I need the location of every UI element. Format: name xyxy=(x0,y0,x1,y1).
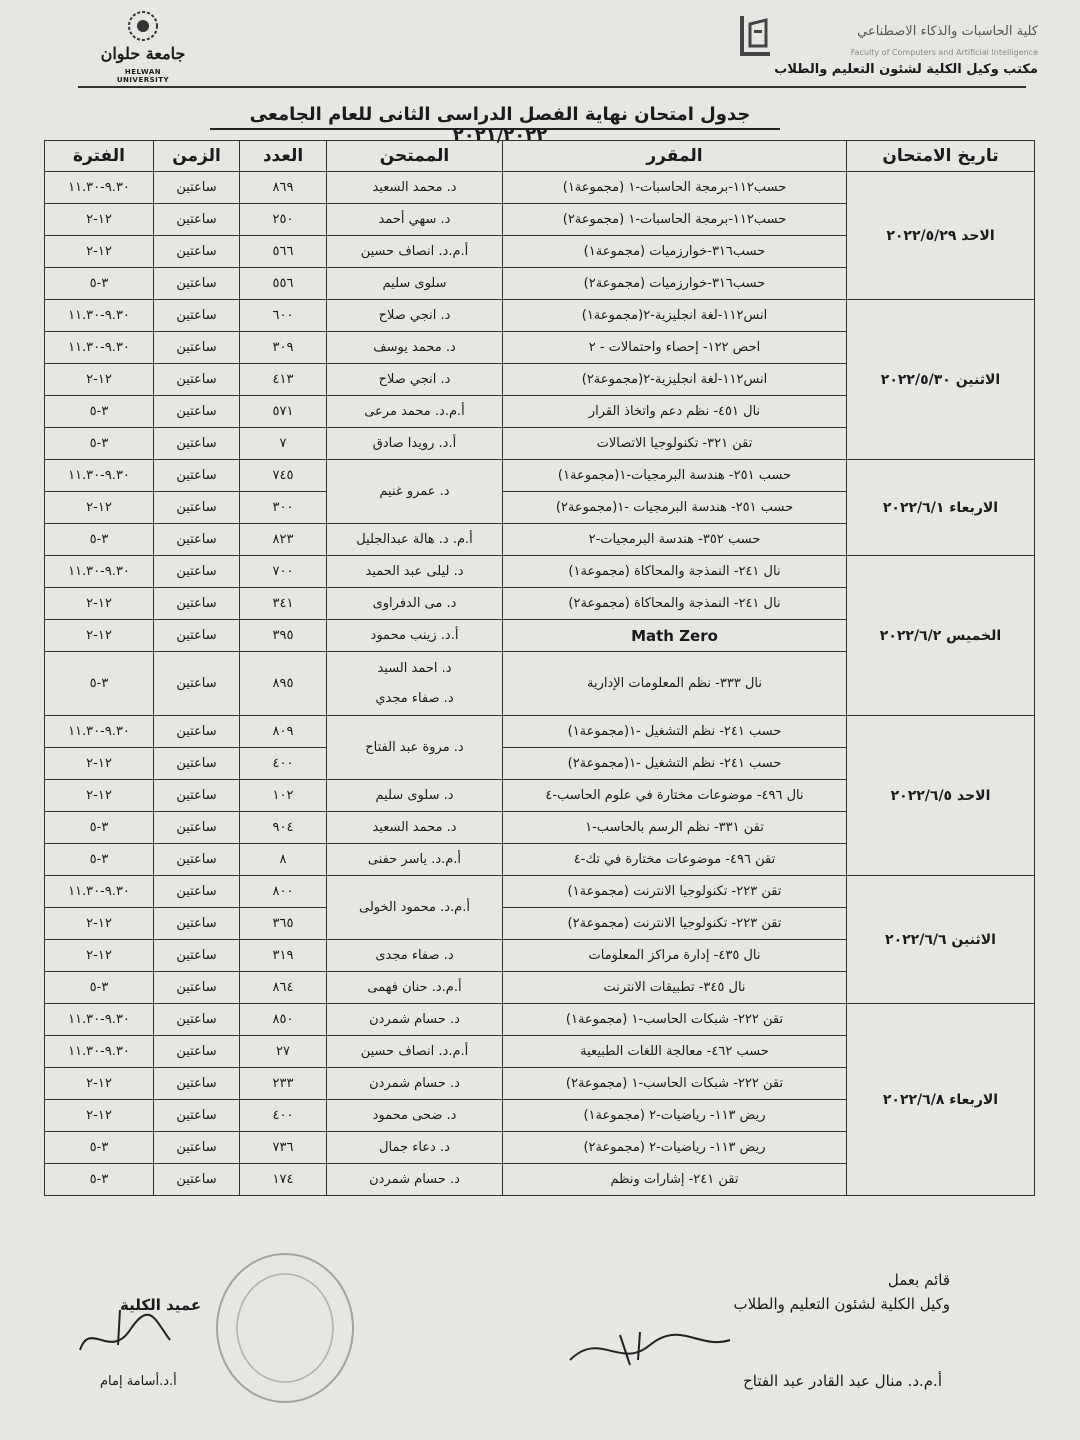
exam-date-cell: الاربعاء ٢٠٢٢/٦/١ xyxy=(847,460,1035,556)
course-cell: انس١١٢-لغة انجليزية-٢(مجموعة٢) xyxy=(503,364,847,396)
course-cell: حسب ٢٥١- هندسة البرمجيات-١(مجموعة١) xyxy=(503,460,847,492)
table-row xyxy=(45,172,1035,204)
examiner-cell: أ.د. رويدا صادق xyxy=(327,428,503,460)
course-cell: نال ٤٩٦- موضوعات مختارة في علوم الحاسب-٤ xyxy=(503,780,847,812)
course-cell: تقن ٢٢٢- شبكات الحاسب-١ (مجموعة٢) xyxy=(503,1068,847,1100)
course-cell: تقن ٣٢١- تكنولوجيا الاتصالات xyxy=(503,428,847,460)
course-cell: تقن ٢٢٣- تكنولوجيا الانترنت (مجموعة١) xyxy=(503,876,847,908)
count-cell: ٨٩٥ xyxy=(240,652,327,716)
exam-date-cell: الاحد ٢٠٢٢/٦/٥ xyxy=(847,716,1035,876)
examiner-cell: أ.م. د. هالة عبدالجليل xyxy=(327,524,503,556)
count-cell: ٣٠٠ xyxy=(240,492,327,524)
university-name-en: HELWAN UNIVERSITY xyxy=(116,68,170,84)
count-cell: ٨٢٣ xyxy=(240,524,327,556)
vice-dean-name: أ.م.د. منال عبد القادر عبد الفتاح xyxy=(743,1372,942,1390)
examiner-name: د. احمد السيد xyxy=(377,660,452,676)
examiner-cell: د. صفاء مجدى xyxy=(327,940,503,972)
count-cell: ٨٠٠ xyxy=(240,876,327,908)
period-cell: ٣-٥ xyxy=(45,396,154,428)
duration-cell: ساعتين xyxy=(154,876,240,908)
duration-cell: ساعتين xyxy=(154,780,240,812)
examiner-cell: أ.م.د. ياسر حفنى xyxy=(327,844,503,876)
column-header: الفترة xyxy=(45,141,154,172)
examiner-cell: أ.م.د. محمد مرعى xyxy=(327,396,503,428)
course-cell: ريض ١١٣- رياضيات-٢ (مجموعة٢) xyxy=(503,1132,847,1164)
examiner-cell: أ.م.د. محمود الخولى xyxy=(327,876,503,940)
count-cell: ١٧٤ xyxy=(240,1164,327,1196)
count-cell: ٣١٩ xyxy=(240,940,327,972)
dean-title: عميد الكلية xyxy=(120,1296,202,1314)
examiner-cell: د. سهي أحمد xyxy=(327,204,503,236)
duration-cell: ساعتين xyxy=(154,172,240,204)
table-row xyxy=(45,300,1035,332)
period-cell: ٩.٣٠-١١.٣٠ xyxy=(45,556,154,588)
table-row xyxy=(45,876,1035,908)
period-cell: ١٢-٢ xyxy=(45,940,154,972)
duration-cell: ساعتين xyxy=(154,332,240,364)
duration-cell: ساعتين xyxy=(154,396,240,428)
count-cell: ٤٠٠ xyxy=(240,748,327,780)
duration-cell: ساعتين xyxy=(154,1164,240,1196)
duration-cell: ساعتين xyxy=(154,428,240,460)
count-cell: ٣٩٥ xyxy=(240,620,327,652)
duration-cell: ساعتين xyxy=(154,844,240,876)
duration-cell: ساعتين xyxy=(154,716,240,748)
examiner-cell: أ.م.د. انصاف حسين xyxy=(327,1036,503,1068)
duration-cell: ساعتين xyxy=(154,908,240,940)
examiner-cell: د. عمرو غنيم xyxy=(327,460,503,524)
course-cell: تقن ٤٩٦- موضوعات مختارة في تك-٤ xyxy=(503,844,847,876)
duration-cell: ساعتين xyxy=(154,1100,240,1132)
course-cell: نال ٢٤١- النمذجة والمحاكاة (مجموعة٢) xyxy=(503,588,847,620)
period-cell: ٩.٣٠-١١.٣٠ xyxy=(45,1036,154,1068)
examiner-cell: د. مروة عبد الفتاح xyxy=(327,716,503,780)
course-cell: نال ٤٣٥- إدارة مراكز المعلومات xyxy=(503,940,847,972)
examiner-cell: أ.م.د. انصاف حسين xyxy=(327,236,503,268)
course-cell: حسب٣١٦-خوارزميات (مجموعة١) xyxy=(503,236,847,268)
examiner-cell: د. انجي صلاح xyxy=(327,364,503,396)
duration-cell: ساعتين xyxy=(154,1132,240,1164)
course-cell: انس١١٢-لغة انجليزية-٢(مجموعة١) xyxy=(503,300,847,332)
examiner-cell: أ.م.د. حنان فهمى xyxy=(327,972,503,1004)
vice-dean-signature xyxy=(560,1320,740,1380)
examiner-cell: د. حسام شمردن xyxy=(327,1004,503,1036)
period-cell: ٣-٥ xyxy=(45,652,154,716)
count-cell: ٥٦٦ xyxy=(240,236,327,268)
table-header-row xyxy=(45,141,1035,172)
period-cell: ٣-٥ xyxy=(45,812,154,844)
examiner-cell: د. ضحى محمود xyxy=(327,1100,503,1132)
course-cell: ريض ١١٣- رياضيات-٢ (مجموعة١) xyxy=(503,1100,847,1132)
examiner-cell: د. مى الدفراوى xyxy=(327,588,503,620)
exam-date-cell: الاحد ٢٠٢٢/٥/٢٩ xyxy=(847,172,1035,300)
count-cell: ٦٠٠ xyxy=(240,300,327,332)
course-cell: نال ٣٣٣- نظم المعلومات الإدارية xyxy=(503,652,847,716)
period-cell: ٩.٣٠-١١.٣٠ xyxy=(45,460,154,492)
count-cell: ٣٤١ xyxy=(240,588,327,620)
duration-cell: ساعتين xyxy=(154,972,240,1004)
examiner-cell: سلوى سليم xyxy=(327,268,503,300)
exam-date-cell: الاثنين ٢٠٢٢/٥/٣٠ xyxy=(847,300,1035,460)
count-cell: ٨٦٤ xyxy=(240,972,327,1004)
vice-dean-block xyxy=(734,1268,950,1316)
period-cell: ٣-٥ xyxy=(45,1164,154,1196)
column-header: الزمن xyxy=(154,141,240,172)
duration-cell: ساعتين xyxy=(154,940,240,972)
duration-cell: ساعتين xyxy=(154,1036,240,1068)
duration-cell: ساعتين xyxy=(154,300,240,332)
faculty-name-en: Faculty of Computers and Artificial Intelligence xyxy=(850,48,1038,57)
course-cell: حسب٣١٦-خوارزميات (مجموعة٢) xyxy=(503,268,847,300)
count-cell: ٢٥٠ xyxy=(240,204,327,236)
official-stamp xyxy=(210,1248,360,1408)
duration-cell: ساعتين xyxy=(154,364,240,396)
period-cell: ٩.٣٠-١١.٣٠ xyxy=(45,1004,154,1036)
course-cell: حسب ٤٦٢- معالجة اللغات الطبيعية xyxy=(503,1036,847,1068)
course-cell: حسب١١٢-برمجة الحاسبات-١ (مجموعة١) xyxy=(503,172,847,204)
period-cell: ٩.٣٠-١١.٣٠ xyxy=(45,172,154,204)
course-cell: نال ٣٤٥- تطبيقات الانترنت xyxy=(503,972,847,1004)
table-row xyxy=(45,460,1035,492)
dean-signature xyxy=(60,1300,180,1370)
column-header: المقرر xyxy=(503,141,847,172)
course-cell: حسب ٢٤١- نظم التشغيل -١(مجموعة٢) xyxy=(503,748,847,780)
table-row xyxy=(45,556,1035,588)
period-cell: ١٢-٢ xyxy=(45,588,154,620)
period-cell: ١٢-٢ xyxy=(45,620,154,652)
count-cell: ٣٦٥ xyxy=(240,908,327,940)
course-cell: احص ١٢٢- إحصاء واحتمالات - ٢ xyxy=(503,332,847,364)
count-cell: ٢٧ xyxy=(240,1036,327,1068)
duration-cell: ساعتين xyxy=(154,1004,240,1036)
course-cell: نال ٤٥١- نظم دعم واتخاذ القرار xyxy=(503,396,847,428)
exam-date-cell: الاثنين ٢٠٢٢/٦/٦ xyxy=(847,876,1035,1004)
duration-cell: ساعتين xyxy=(154,492,240,524)
header-divider xyxy=(78,86,1026,88)
period-cell: ١٢-٢ xyxy=(45,236,154,268)
course-cell: Math Zero xyxy=(503,620,847,652)
count-cell: ٢٣٣ xyxy=(240,1068,327,1100)
examiner-cell: د. محمد السعيد xyxy=(327,812,503,844)
vice-dean-title: وكيل الكلية لشئون التعليم والطلاب xyxy=(733,1295,950,1313)
count-cell: ٤١٣ xyxy=(240,364,327,396)
examiner-cell: د. دعاء جمال xyxy=(327,1132,503,1164)
column-header: العدد xyxy=(240,141,327,172)
period-cell: ١٢-٢ xyxy=(45,908,154,940)
course-cell: حسب١١٢-برمجة الحاسبات-١ (مجموعة٢) xyxy=(503,204,847,236)
course-cell: حسب ٢٤١- نظم التشغيل -١(مجموعة١) xyxy=(503,716,847,748)
period-cell: ١٢-٢ xyxy=(45,780,154,812)
duration-cell: ساعتين xyxy=(154,460,240,492)
count-cell: ٨٠٩ xyxy=(240,716,327,748)
period-cell: ١٢-٢ xyxy=(45,492,154,524)
duration-cell: ساعتين xyxy=(154,652,240,716)
duration-cell: ساعتين xyxy=(154,1068,240,1100)
exam-date-cell: الخميس ٢٠٢٢/٦/٢ xyxy=(847,556,1035,716)
count-cell: ٥٧١ xyxy=(240,396,327,428)
examiner-cell: د. ليلى عبد الحميد xyxy=(327,556,503,588)
table-row xyxy=(45,1004,1035,1036)
exam-date-cell: الاربعاء ٢٠٢٢/٦/٨ xyxy=(847,1004,1035,1196)
count-cell: ٩٠٤ xyxy=(240,812,327,844)
examiner-cell: د. محمد يوسف xyxy=(327,332,503,364)
period-cell: ٣-٥ xyxy=(45,428,154,460)
count-cell: ٨٦٩ xyxy=(240,172,327,204)
duration-cell: ساعتين xyxy=(154,812,240,844)
duration-cell: ساعتين xyxy=(154,204,240,236)
examiner-cell: د. حسام شمردن xyxy=(327,1068,503,1100)
acting-label: قائم بعمل xyxy=(887,1271,950,1289)
duration-cell: ساعتين xyxy=(154,588,240,620)
examiner-cell xyxy=(327,652,503,716)
examiner-cell: د. محمد السعيد xyxy=(327,172,503,204)
count-cell: ٨ xyxy=(240,844,327,876)
period-cell: ٣-٥ xyxy=(45,972,154,1004)
count-cell: ٥٥٦ xyxy=(240,268,327,300)
period-cell: ٩.٣٠-١١.٣٠ xyxy=(45,300,154,332)
count-cell: ١٠٢ xyxy=(240,780,327,812)
period-cell: ٣-٥ xyxy=(45,1132,154,1164)
course-cell: حسب ٢٥١- هندسة البرمجيات -١(مجموعة٢) xyxy=(503,492,847,524)
period-cell: ٣-٥ xyxy=(45,844,154,876)
university-logo xyxy=(98,6,188,84)
period-cell: ١٢-٢ xyxy=(45,1068,154,1100)
course-cell: حسب ٣٥٢- هندسة البرمجيات-٢ xyxy=(503,524,847,556)
course-cell: تقن ٢٢٣- تكنولوجيا الانترنت (مجموعة٢) xyxy=(503,908,847,940)
count-cell: ٤٠٠ xyxy=(240,1100,327,1132)
count-cell: ٣٠٩ xyxy=(240,332,327,364)
count-cell: ٧ xyxy=(240,428,327,460)
duration-cell: ساعتين xyxy=(154,556,240,588)
column-header: الممتحن xyxy=(327,141,503,172)
period-cell: ١٢-٢ xyxy=(45,748,154,780)
count-cell: ٧٣٦ xyxy=(240,1132,327,1164)
faculty-name: كلية الحاسبات والذكاء الاصطناعي xyxy=(857,24,1038,39)
duration-cell: ساعتين xyxy=(154,620,240,652)
examiner-cell: د. سلوى سليم xyxy=(327,780,503,812)
period-cell: ٣-٥ xyxy=(45,268,154,300)
period-cell: ١٢-٢ xyxy=(45,1100,154,1132)
table-row xyxy=(45,716,1035,748)
university-emblem-icon xyxy=(123,6,163,46)
course-cell: تقن ٢٤١- إشارات ونظم xyxy=(503,1164,847,1196)
examiner-cell: أ.د. زينب محمود xyxy=(327,620,503,652)
course-cell: تقن ٢٢٢- شبكات الحاسب-١ (مجموعة١) xyxy=(503,1004,847,1036)
exam-schedule-table xyxy=(44,140,1035,1196)
office-line: مكتب وكيل الكلية لشئون التعليم والطلاب xyxy=(774,62,1038,77)
duration-cell: ساعتين xyxy=(154,268,240,300)
university-name-ar: جامعة حلوان xyxy=(100,44,186,63)
duration-cell: ساعتين xyxy=(154,748,240,780)
examiner-cell: د. حسام شمردن xyxy=(327,1164,503,1196)
period-cell: ٩.٣٠-١١.٣٠ xyxy=(45,876,154,908)
column-header: تاريخ الامتحان xyxy=(847,141,1035,172)
duration-cell: ساعتين xyxy=(154,236,240,268)
faculty-logo-icon xyxy=(736,12,776,62)
count-cell: ٨٥٠ xyxy=(240,1004,327,1036)
period-cell: ١٢-٢ xyxy=(45,364,154,396)
dean-name: أ.د.أسامة إمام xyxy=(100,1374,177,1389)
page-title: جدول امتحان نهاية الفصل الدراسى الثانى للعام الجامعى ٢٠٢١/٢٠٢٢ xyxy=(249,104,751,146)
period-cell: ٣-٥ xyxy=(45,524,154,556)
examiner-name: د. صفاء مجدي xyxy=(375,690,454,706)
period-cell: ٩.٣٠-١١.٣٠ xyxy=(45,332,154,364)
title-underline xyxy=(210,128,780,130)
period-cell: ٩.٣٠-١١.٣٠ xyxy=(45,716,154,748)
period-cell: ١٢-٢ xyxy=(45,204,154,236)
duration-cell: ساعتين xyxy=(154,524,240,556)
course-cell: تقن ٣٣١- نظم الرسم بالحاسب-١ xyxy=(503,812,847,844)
count-cell: ٧٠٠ xyxy=(240,556,327,588)
count-cell: ٧٤٥ xyxy=(240,460,327,492)
course-cell: نال ٢٤١- النمذجة والمحاكاة (مجموعة١) xyxy=(503,556,847,588)
examiner-cell: د. انجي صلاح xyxy=(327,300,503,332)
